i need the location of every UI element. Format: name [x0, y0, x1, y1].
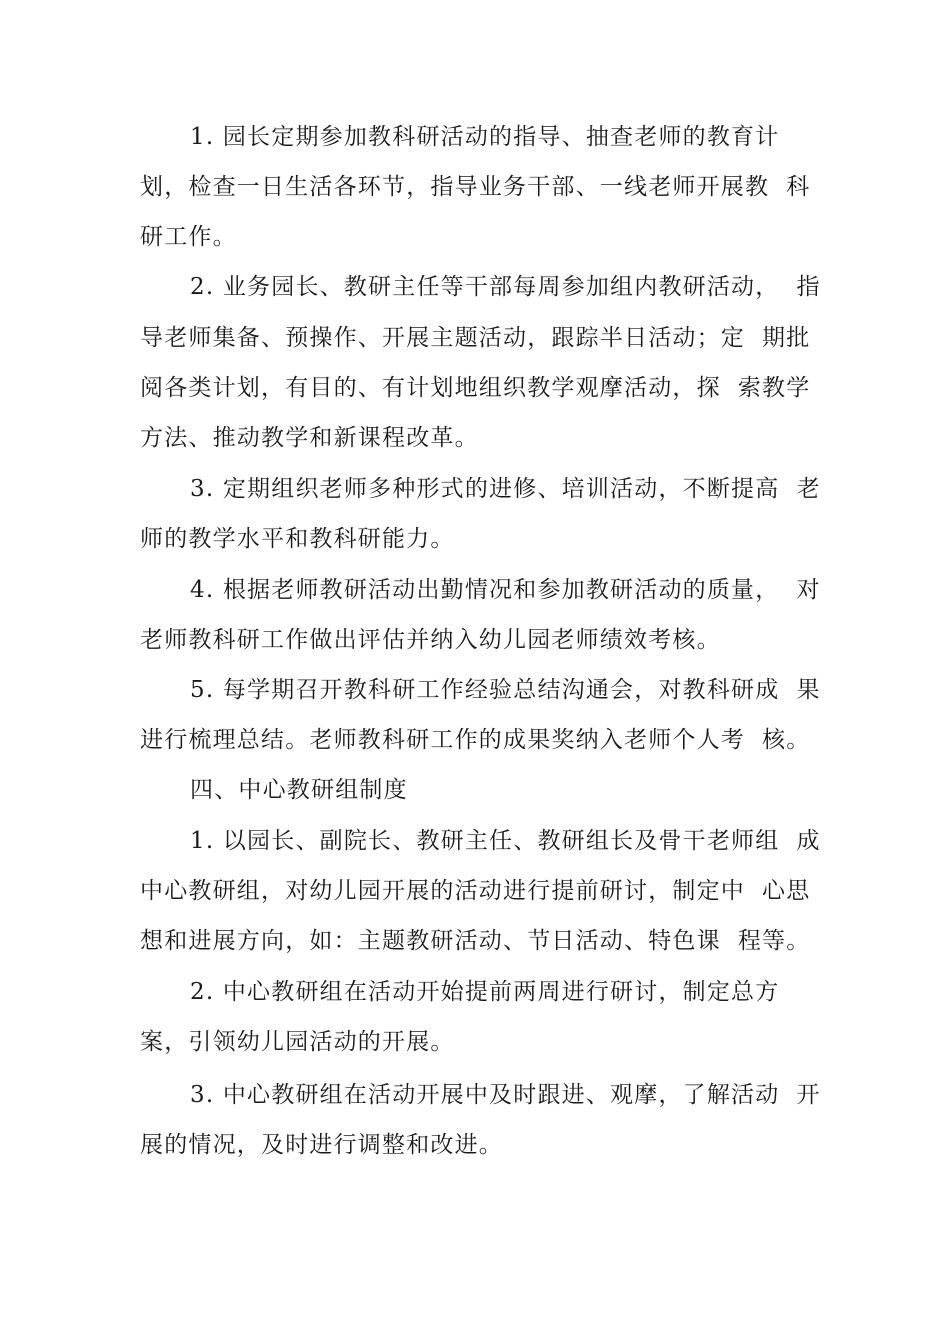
text-line: 3. 中心教研组在活动开展中及时跟进、观摩，了解活动 开	[190, 1082, 821, 1108]
text-line: 导老师集备、预操作、开展主题活动，跟踪半日活动；定 期批	[140, 325, 811, 351]
text-line: 进行梳理总结。老师教科研工作的成果奖纳入老师个人考 核。	[140, 727, 811, 753]
text-line: 老师教科研工作做出评估并纳入幼儿园老师绩效考核。	[140, 627, 721, 653]
text-line: 5. 每学期召开教科研工作经验总结沟通会，对教科研成 果	[190, 677, 821, 703]
text-line: 阅各类计划，有目的、有计划地组织教学观摩活动，探 索教学	[140, 375, 811, 401]
text-line: 2. 业务园长、教研主任等干部每周参加组内教研活动， 指	[190, 274, 821, 300]
text-line: 2. 中心教研组在活动开始提前两周进行研讨，制定总方	[190, 979, 780, 1005]
text-line: 1. 园长定期参加教科研活动的指导、抽查老师的教育计	[190, 124, 780, 150]
section-heading: 四、中心教研组制度	[190, 777, 408, 803]
text-line: 划，检查一日生活各环节，指导业务干部、一线老师开展教 科	[140, 174, 811, 200]
text-line: 案，引领幼儿园活动的开展。	[140, 1029, 455, 1055]
text-line: 3. 定期组织老师多种形式的进修、培训活动，不断提高 老	[190, 476, 821, 502]
text-line: 展的情况，及时进行调整和改进。	[140, 1132, 503, 1158]
text-line: 中心教研组，对幼儿园开展的活动进行提前研讨，制定中 心思	[140, 878, 811, 904]
text-line: 师的教学水平和教科研能力。	[140, 526, 455, 552]
text-line: 方法、推动教学和新课程改革。	[140, 425, 479, 451]
text-line: 1. 以园长、副院长、教研主任、教研组长及骨干老师组 成	[190, 828, 821, 854]
text-line: 研工作。	[140, 224, 237, 250]
text-line: 想和进展方向，如：主题教研活动、节日活动、特色课 程等。	[140, 928, 811, 954]
text-line: 4. 根据老师教研活动出勤情况和参加教研活动的质量， 对	[190, 577, 821, 603]
